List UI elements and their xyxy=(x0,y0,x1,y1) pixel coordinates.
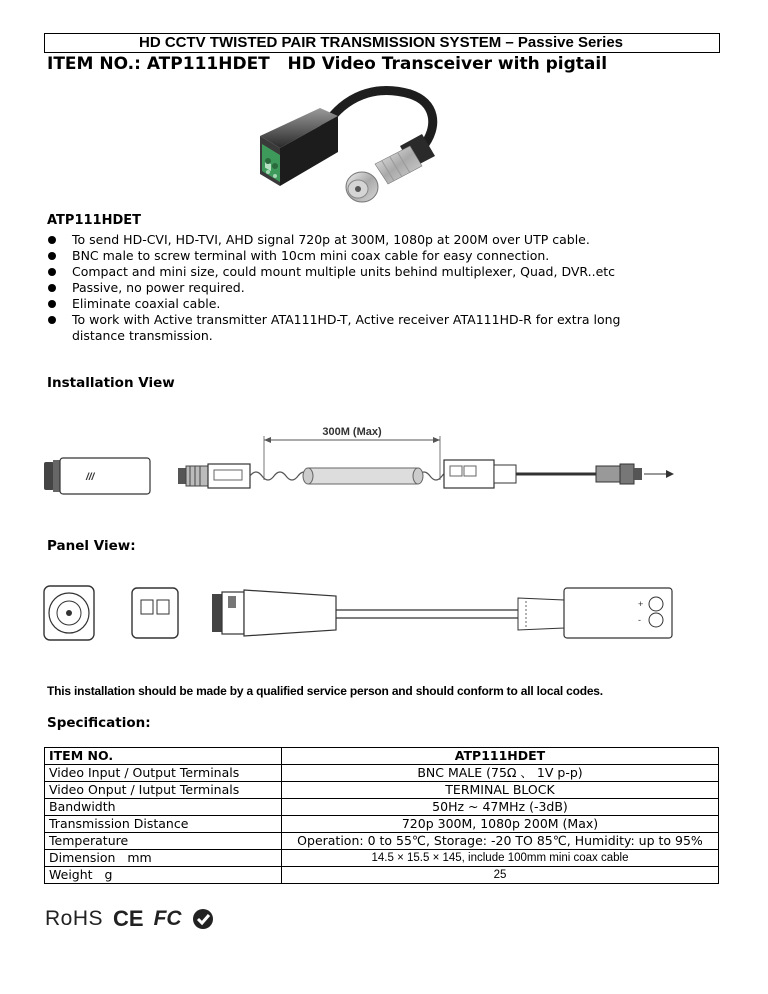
certification-logos xyxy=(45,907,214,931)
feature-list xyxy=(47,232,727,344)
series-title: HD CCTV TWISTED PAIR TRANSMISSION SYSTEM – Passive Series xyxy=(139,34,623,51)
table-header-row xyxy=(45,748,719,765)
bullet-icon xyxy=(48,236,56,244)
spec-table xyxy=(44,747,719,884)
bullet-icon xyxy=(48,284,56,292)
feature-item: Passive, no power required. xyxy=(47,280,727,296)
cable-shield xyxy=(303,468,423,484)
item-title: ITEM NO.: ATP111HDET HD Video Transceiver with pigtail xyxy=(47,54,608,74)
fcc-logo: FC xyxy=(153,907,182,930)
bullet-icon xyxy=(48,268,56,276)
bnc-plug xyxy=(346,134,435,202)
transceiver-2 xyxy=(444,460,674,488)
product-photo xyxy=(250,86,470,216)
feature-item: BNC male to screw terminal with 10cm mini coax cable for easy connection. xyxy=(47,248,727,264)
camera-icon xyxy=(44,458,150,494)
panel-view-heading: Panel View: xyxy=(47,538,136,554)
panel-diagram xyxy=(40,582,700,644)
table-row: Weight g 25 xyxy=(45,867,719,884)
svg-text:-: - xyxy=(638,615,641,625)
feature-item: Eliminate coaxial cable. xyxy=(47,296,727,312)
feature-item: To work with Active transmitter ATA111HD-T, Active receiver ATA111HD-R for extra long distance transmission. xyxy=(47,312,727,344)
table-row: Transmission Distance 720p 300M, 1080p 200M (Max) xyxy=(45,816,719,833)
bullet-icon xyxy=(48,316,56,324)
table-row: Video Input / Output Terminals BNC MALE (75Ω 、 1V p-p) xyxy=(45,765,719,782)
feature-item: Compact and mini size, could mount multiple units behind multiplexer, Quad, DVR..etc xyxy=(47,264,727,280)
ce-logo: CE xyxy=(113,906,144,931)
distance-label: 300M (Max) xyxy=(322,426,382,438)
terminal-front-view xyxy=(132,588,178,638)
svg-text:+: + xyxy=(638,599,644,609)
bullet-icon xyxy=(48,300,56,308)
installation-warning: This installation should be made by a qualified service person and should conform to all local codes. xyxy=(47,684,603,698)
installation-diagram xyxy=(40,420,700,500)
header-label: ITEM NO. xyxy=(45,748,282,765)
bullet-icon xyxy=(48,252,56,260)
table-row: Temperature Operation: 0 to 55℃, Storage: -20 TO 85℃, Humidity: up to 95% xyxy=(45,833,719,850)
svg-text:///: /// xyxy=(86,472,95,483)
installation-heading: Installation View xyxy=(47,375,175,391)
header-value: ATP111HDET xyxy=(282,748,719,765)
specification-heading: Specification: xyxy=(47,715,151,731)
transceiver-side-view xyxy=(212,588,672,638)
c-tick-logo xyxy=(192,908,214,930)
model-heading: ATP111HDET xyxy=(47,213,142,228)
table-row: Video Onput / Iutput Terminals TERMINAL BLOCK xyxy=(45,782,719,799)
table-row: Dimension mm 14.5 × 15.5 × 145, include 100mm mini coax cable xyxy=(45,850,719,867)
feature-item: To send HD-CVI, HD-TVI, AHD signal 720p at 300M, 1080p at 200M over UTP cable. xyxy=(47,232,727,248)
rohs-logo: RoHS xyxy=(45,907,104,930)
table-row: Bandwidth 50Hz ~ 47MHz (-3dB) xyxy=(45,799,719,816)
transceiver-1 xyxy=(178,464,250,488)
bnc-front-view xyxy=(44,586,94,640)
